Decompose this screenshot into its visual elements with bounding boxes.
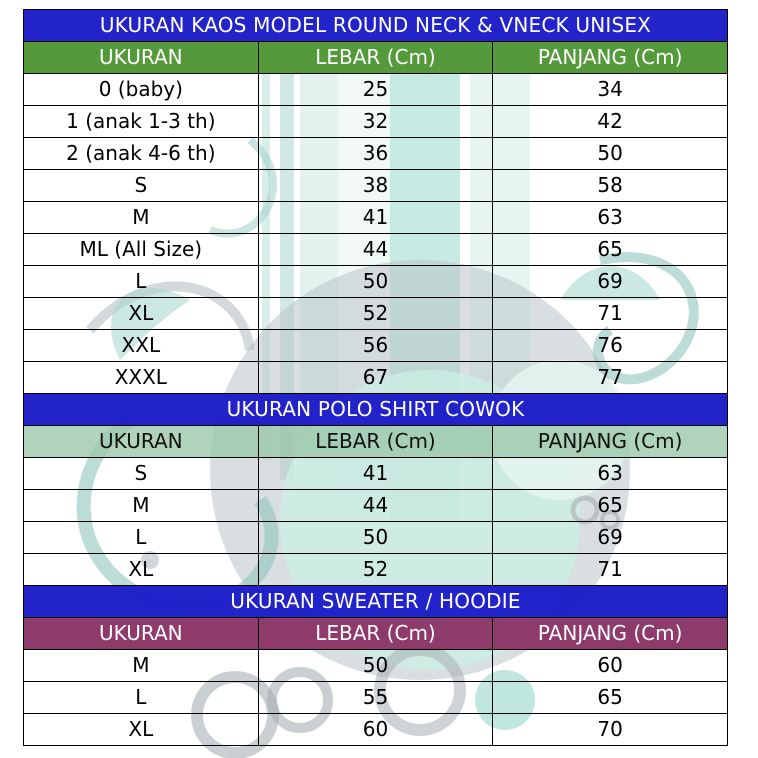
- length-cell: 70: [493, 714, 728, 746]
- table-row: [24, 714, 728, 746]
- size-cell: XL: [24, 714, 259, 746]
- header-panjang: PANJANG (Cm): [493, 426, 728, 458]
- length-cell: 60: [493, 650, 728, 682]
- header-lebar: LEBAR (Cm): [258, 426, 493, 458]
- length-cell: 77: [493, 362, 728, 394]
- width-cell: 32: [258, 106, 493, 138]
- width-cell: 50: [258, 266, 493, 298]
- width-cell: 67: [258, 362, 493, 394]
- table-row: [24, 266, 728, 298]
- table-row: [24, 490, 728, 522]
- column-header-row: [24, 426, 728, 458]
- table-row: [24, 330, 728, 362]
- width-cell: 50: [258, 522, 493, 554]
- section-title: UKURAN KAOS MODEL ROUND NECK & VNECK UNISEX: [24, 10, 728, 42]
- table-row: [24, 522, 728, 554]
- section-title: UKURAN SWEATER / HOODIE: [24, 586, 728, 618]
- size-chart-body: [24, 10, 728, 746]
- length-cell: 34: [493, 74, 728, 106]
- size-chart-table: [23, 9, 728, 746]
- header-lebar: LEBAR (Cm): [258, 618, 493, 650]
- size-cell: 0 (baby): [24, 74, 259, 106]
- width-cell: 41: [258, 202, 493, 234]
- size-cell: L: [24, 682, 259, 714]
- width-cell: 44: [258, 234, 493, 266]
- length-cell: 71: [493, 298, 728, 330]
- width-cell: 56: [258, 330, 493, 362]
- size-cell: M: [24, 650, 259, 682]
- section-title-row: [24, 394, 728, 426]
- header-panjang: PANJANG (Cm): [493, 618, 728, 650]
- size-cell: XL: [24, 298, 259, 330]
- width-cell: 55: [258, 682, 493, 714]
- section-title-row: [24, 586, 728, 618]
- section-title: UKURAN POLO SHIRT COWOK: [24, 394, 728, 426]
- table-row: [24, 234, 728, 266]
- table-row: [24, 138, 728, 170]
- width-cell: 52: [258, 298, 493, 330]
- length-cell: 65: [493, 490, 728, 522]
- table-row: [24, 554, 728, 586]
- section-title-row: [24, 10, 728, 42]
- size-cell: XXXL: [24, 362, 259, 394]
- header-ukuran: UKURAN: [24, 426, 259, 458]
- width-cell: 60: [258, 714, 493, 746]
- length-cell: 63: [493, 458, 728, 490]
- size-cell: M: [24, 202, 259, 234]
- length-cell: 71: [493, 554, 728, 586]
- size-cell: S: [24, 458, 259, 490]
- table-row: [24, 362, 728, 394]
- column-header-row: [24, 42, 728, 74]
- width-cell: 38: [258, 170, 493, 202]
- width-cell: 41: [258, 458, 493, 490]
- size-cell: XXL: [24, 330, 259, 362]
- header-ukuran: UKURAN: [24, 618, 259, 650]
- table-row: [24, 106, 728, 138]
- size-cell: XL: [24, 554, 259, 586]
- size-cell: M: [24, 490, 259, 522]
- table-row: [24, 458, 728, 490]
- length-cell: 58: [493, 170, 728, 202]
- length-cell: 63: [493, 202, 728, 234]
- table-row: [24, 298, 728, 330]
- header-lebar: LEBAR (Cm): [258, 42, 493, 74]
- width-cell: 50: [258, 650, 493, 682]
- length-cell: 65: [493, 682, 728, 714]
- length-cell: 65: [493, 234, 728, 266]
- size-cell: S: [24, 170, 259, 202]
- size-cell: ML (All Size): [24, 234, 259, 266]
- size-cell: L: [24, 266, 259, 298]
- size-cell: 2 (anak 4-6 th): [24, 138, 259, 170]
- table-row: [24, 682, 728, 714]
- header-panjang: PANJANG (Cm): [493, 42, 728, 74]
- header-ukuran: UKURAN: [24, 42, 259, 74]
- width-cell: 36: [258, 138, 493, 170]
- length-cell: 76: [493, 330, 728, 362]
- width-cell: 25: [258, 74, 493, 106]
- width-cell: 44: [258, 490, 493, 522]
- width-cell: 52: [258, 554, 493, 586]
- table-row: [24, 650, 728, 682]
- size-cell: 1 (anak 1-3 th): [24, 106, 259, 138]
- size-cell: L: [24, 522, 259, 554]
- table-row: [24, 202, 728, 234]
- table-row: [24, 74, 728, 106]
- table-row: [24, 170, 728, 202]
- length-cell: 69: [493, 266, 728, 298]
- column-header-row: [24, 618, 728, 650]
- length-cell: 50: [493, 138, 728, 170]
- length-cell: 69: [493, 522, 728, 554]
- length-cell: 42: [493, 106, 728, 138]
